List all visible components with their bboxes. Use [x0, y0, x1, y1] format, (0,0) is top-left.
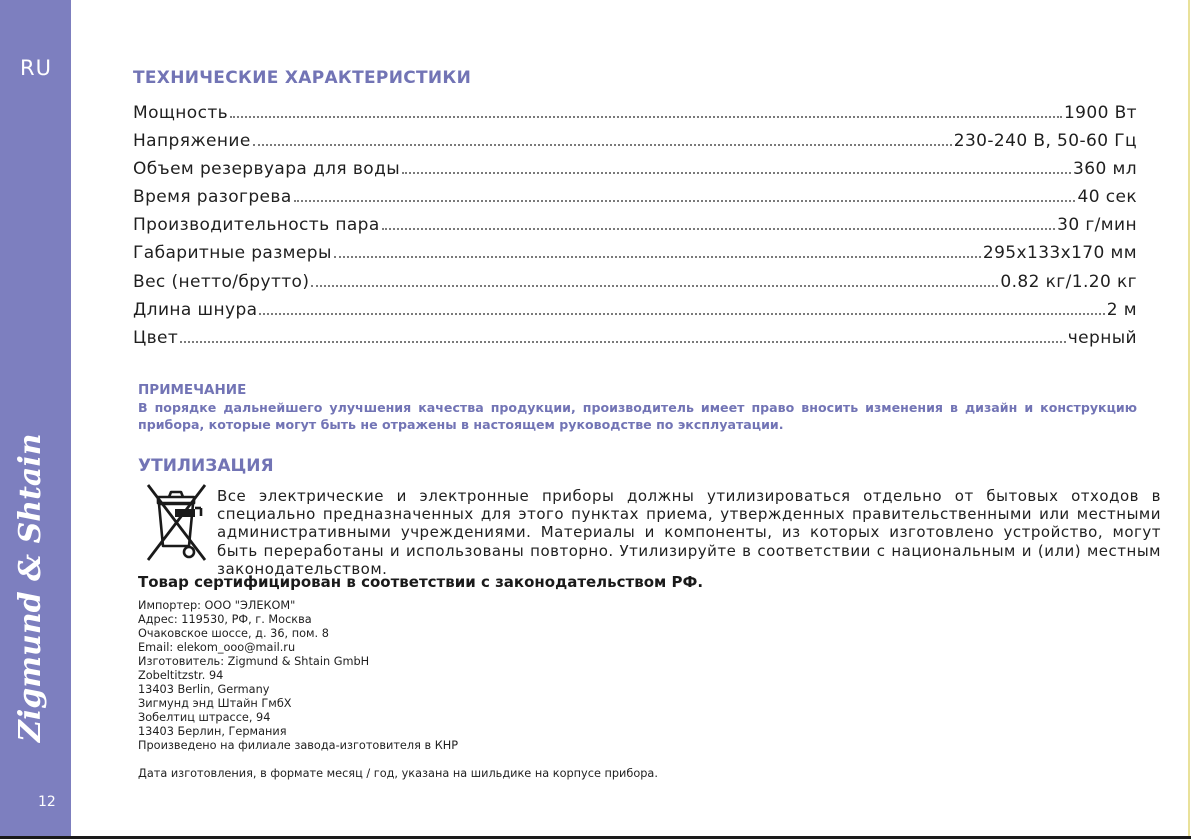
brand-logo: Zigmund & Shtain — [13, 433, 48, 742]
note-text: В порядке дальнейшего улучшения качества продукции, производитель имеет право вносить изменения в дизайн и конструкцию прибора, которые могут быть не отражены в настоящем руководстве по эксплуатации. — [138, 400, 1137, 432]
dot-leader — [253, 144, 952, 146]
spec-label: Цвет — [133, 327, 179, 348]
importer-line: Зигмунд энд Штайн ГмбХ — [138, 696, 292, 710]
disposal-text: Все электрические и электронные приборы должны утилизироваться отдельно от бытовых отходов в специально предназначенных для этого пунктах приема, утвержденных правительственными или местными административными учреждениями. Материалы и компоненты, из которых изготовлено устройство, могут быть переработаны и использованы повторно. Утилизируйте в соответствии с национальным и (или) местным законодательством. — [217, 487, 1161, 578]
spec-value: 230-240 В, 50-60 Гц — [953, 131, 1137, 152]
importer-line: Изготовитель: Zigmund & Shtain GmbH — [138, 654, 370, 668]
importer-line: Zobeltitzstr. 94 — [138, 668, 224, 682]
spec-value: черный — [1067, 327, 1137, 348]
spec-value: 2 м — [1106, 299, 1137, 320]
certification-text: Товар сертифицирован в соответствии с законодательством РФ. — [138, 573, 704, 591]
sidebar — [0, 0, 71, 839]
importer-line: Очаковское шоссе, д. 36, пом. 8 — [138, 626, 329, 640]
importer-line: Зобелтиц штрассе, 94 — [138, 710, 271, 724]
importer-line: 13403 Berlin, Germany — [138, 682, 270, 696]
specs-list — [133, 103, 1137, 356]
dot-leader — [382, 228, 1055, 230]
right-edge-line — [1188, 0, 1190, 839]
spec-label: Вес (нетто/брутто) — [133, 271, 310, 292]
spec-row — [133, 243, 1137, 271]
importer-line: Импортер: ООО "ЭЛЕКОМ" — [138, 599, 296, 612]
dot-leader — [311, 285, 998, 287]
spec-label: Габаритные размеры — [133, 243, 332, 264]
spec-value: 1900 Вт — [1063, 103, 1137, 123]
importer-line: Адрес: 119530, РФ, г. Москва — [138, 612, 312, 626]
spec-value: 40 сек — [1077, 187, 1137, 208]
dot-leader — [294, 200, 1076, 202]
spec-label: Производительность пара — [133, 215, 380, 236]
importer-line: 13403 Берлин, Германия — [138, 724, 287, 738]
spec-row — [133, 272, 1137, 300]
importer-line: Произведено на филиале завода-изготовителя в КНР — [138, 738, 459, 752]
spec-value: 295x133x170 мм — [982, 243, 1137, 264]
spec-row — [133, 215, 1137, 243]
spec-value: 30 г/мин — [1057, 215, 1137, 236]
spec-row — [133, 103, 1137, 131]
note-title: ПРИМЕЧАНИЕ — [138, 382, 247, 398]
language-label: RU — [20, 56, 52, 80]
dot-leader — [180, 341, 1066, 343]
spec-value: 360 мл — [1073, 159, 1137, 180]
page-number: 12 — [38, 794, 56, 810]
spec-value: 0.82 кг/1.20 кг — [1000, 271, 1137, 292]
crossed-out-wheelie-bin-icon — [145, 482, 209, 562]
spec-label: Мощность — [133, 103, 229, 123]
importer-line: Email: elekom_ooo@mail.ru — [138, 640, 296, 654]
dot-leader — [402, 172, 1071, 174]
manufacture-date-note: Дата изготовления, в формате месяц / год, указана на шильдике на корпусе прибора. — [138, 767, 658, 780]
spec-label: Напряжение — [133, 131, 251, 152]
spec-row — [133, 131, 1137, 159]
note-block — [138, 382, 1137, 433]
spec-row — [133, 159, 1137, 187]
disposal-title: УТИЛИЗАЦИЯ — [138, 456, 274, 476]
spec-label: Объем резервуара для воды — [133, 159, 401, 180]
dot-leader — [334, 256, 981, 258]
importer-block — [138, 599, 458, 752]
spec-label: Длина шнура — [133, 299, 258, 320]
spec-row — [133, 328, 1137, 356]
spec-label: Время разогрева — [133, 187, 292, 208]
specs-title: ТЕХНИЧЕСКИЕ ХАРАКТЕРИСТИКИ — [133, 68, 472, 88]
spec-row — [133, 187, 1137, 215]
dot-leader — [230, 116, 1062, 118]
spec-row — [133, 300, 1137, 328]
dot-leader — [259, 313, 1104, 315]
